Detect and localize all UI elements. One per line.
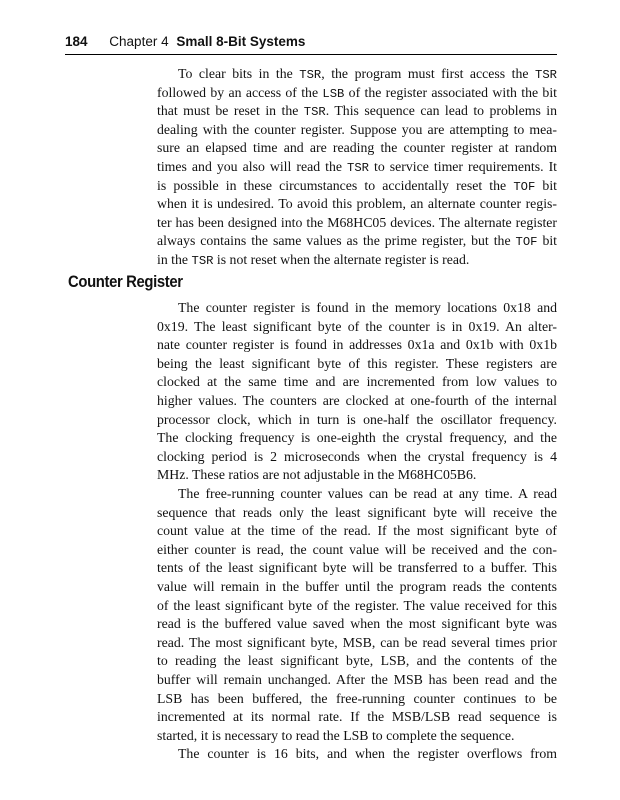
text-run: dealing with the counter register. Suppose you are attempting to mea-	[157, 121, 557, 137]
text-run: 0x19. The least significant byte of the counter is in 0x19. An alter-	[157, 318, 557, 334]
text-run: that must be reset in the	[157, 103, 304, 119]
text-run: being the least significant byte of this register. These registers are	[157, 355, 557, 371]
counter-paragraph-1	[157, 299, 557, 485]
text-run: count value at the time of the read. If the most significant byte of	[157, 523, 557, 539]
text-line	[157, 708, 557, 727]
text-line	[157, 251, 557, 270]
register-name: TSR	[303, 105, 326, 120]
text-line	[157, 541, 557, 560]
text-run: is not reset when the alternate register is read.	[213, 251, 470, 267]
text-run: The counter is 16 bits, and when the register overflows from	[178, 746, 557, 761]
text-run: clocked at the same time and are incremented from low values to	[157, 374, 557, 390]
register-name: TOF	[513, 179, 536, 194]
text-line	[157, 121, 557, 140]
text-run: The free-running counter values can be read at any time. A read	[178, 486, 557, 501]
text-line	[157, 392, 557, 411]
text-line	[157, 355, 557, 374]
text-line	[157, 448, 557, 467]
register-name: TSR	[191, 253, 214, 268]
text-run: The clocking frequency is one-eighth the crystal frequency, and the	[157, 430, 557, 446]
text-line	[157, 578, 557, 597]
text-run: sequence that reads only the least significant byte will receive the	[157, 504, 557, 520]
text-line	[157, 139, 557, 158]
page-number: 184	[65, 34, 88, 49]
text-line	[157, 597, 557, 616]
text-line	[157, 102, 557, 121]
text-run: clocking period is 2 microseconds when the crystal frequency is 4	[157, 448, 557, 464]
text-line	[157, 745, 557, 764]
text-run: sure an elapsed time and are reading the counter register at random	[157, 140, 557, 156]
text-line	[157, 232, 557, 251]
text-run: higher values. The counters are clocked at one-fourth of the internal	[157, 392, 557, 408]
text-run: nate counter register is found in addresses 0x1a and 0x1b with 0x1b	[157, 337, 557, 353]
text-line	[157, 634, 557, 653]
register-name: TSR	[535, 68, 557, 82]
text-run: bit	[535, 177, 558, 193]
text-run: when it is undesired. To avoid this problem, an alternate counter regis-	[157, 196, 557, 212]
text-line	[157, 615, 557, 634]
text-line	[157, 652, 557, 671]
text-run: To clear bits in the	[178, 66, 300, 81]
text-line	[157, 466, 557, 485]
text-run: is possible in these circumstances to accidentally reset the	[157, 177, 514, 193]
text-run: buffer will remain unchanged. After the MSB has been read and the	[157, 671, 557, 687]
text-run: to service timer requirements. It	[369, 158, 557, 174]
text-run: LSB has been buffered, the free-running counter continues to be	[157, 690, 557, 706]
text-run: . This sequence can lead to problems in	[325, 103, 557, 119]
text-line	[157, 485, 557, 504]
text-line	[157, 671, 557, 690]
text-run: value will remain in the buffer until the program reads the contents	[157, 578, 557, 594]
text-run: of the register associated with the bit	[344, 84, 558, 100]
text-line	[157, 373, 557, 392]
text-run: to reading the least significant byte, LSB, and the contents of the	[157, 653, 557, 669]
register-name: LSB	[322, 86, 345, 101]
intro-paragraph	[157, 65, 557, 270]
chapter-title: Small 8-Bit Systems	[176, 34, 306, 49]
text-line	[157, 195, 557, 214]
text-run: , the program must first access the	[321, 66, 536, 81]
text-line	[157, 411, 557, 430]
section-heading: Counter Register	[68, 273, 183, 291]
text-run: read is the buffered value saved when the most significant byte was	[157, 616, 557, 632]
text-line	[157, 214, 557, 233]
running-head	[65, 32, 557, 55]
register-name: TSR	[299, 68, 322, 82]
text-run: bit	[537, 233, 558, 249]
text-line	[157, 690, 557, 709]
text-run: read. The most significant byte, MSB, can be read several times prior	[157, 634, 557, 650]
text-run: of the least significant byte of the register. The value received for this	[157, 597, 557, 613]
chapter-label: Chapter 4	[109, 34, 169, 49]
text-run: incremented at its normal rate. If the MSB/LSB read sequence is	[157, 709, 557, 725]
text-run: followed by an access of the	[157, 84, 323, 100]
text-line	[157, 318, 557, 337]
text-line	[157, 158, 557, 177]
text-run: MHz. These ratios are not adjustable in the M68HC05B6.	[157, 467, 477, 483]
text-line	[157, 336, 557, 355]
text-run: The counter register is found in the memory locations 0x18 and	[178, 300, 557, 315]
counter-paragraph-2	[157, 485, 557, 745]
text-line	[157, 504, 557, 523]
text-run: processor clock, which in turn is one-half the oscillator frequency.	[157, 411, 557, 427]
text-run: always contains the same values as the prime register, but the	[157, 233, 516, 249]
counter-paragraph-3	[157, 745, 557, 764]
text-run: ter has been designed into the M68HC05 devices. The alternate register	[157, 214, 557, 230]
text-line	[157, 727, 557, 746]
register-name: TOF	[515, 235, 538, 250]
text-run: times and you also will read the	[157, 158, 348, 174]
text-line	[157, 84, 557, 103]
text-line	[157, 65, 557, 84]
text-run: started, it is necessary to read the LSB to complete the sequence.	[157, 727, 515, 743]
text-line	[157, 559, 557, 578]
text-line	[157, 522, 557, 541]
text-run: tents of the least significant byte will be transferred to a buffer. This	[157, 560, 557, 576]
text-run: in the	[157, 251, 192, 267]
text-line	[157, 177, 557, 196]
text-run: either counter is read, the count value will be received and the con-	[157, 541, 557, 557]
text-line	[157, 299, 557, 318]
register-name: TSR	[347, 160, 369, 175]
text-line	[157, 429, 557, 448]
